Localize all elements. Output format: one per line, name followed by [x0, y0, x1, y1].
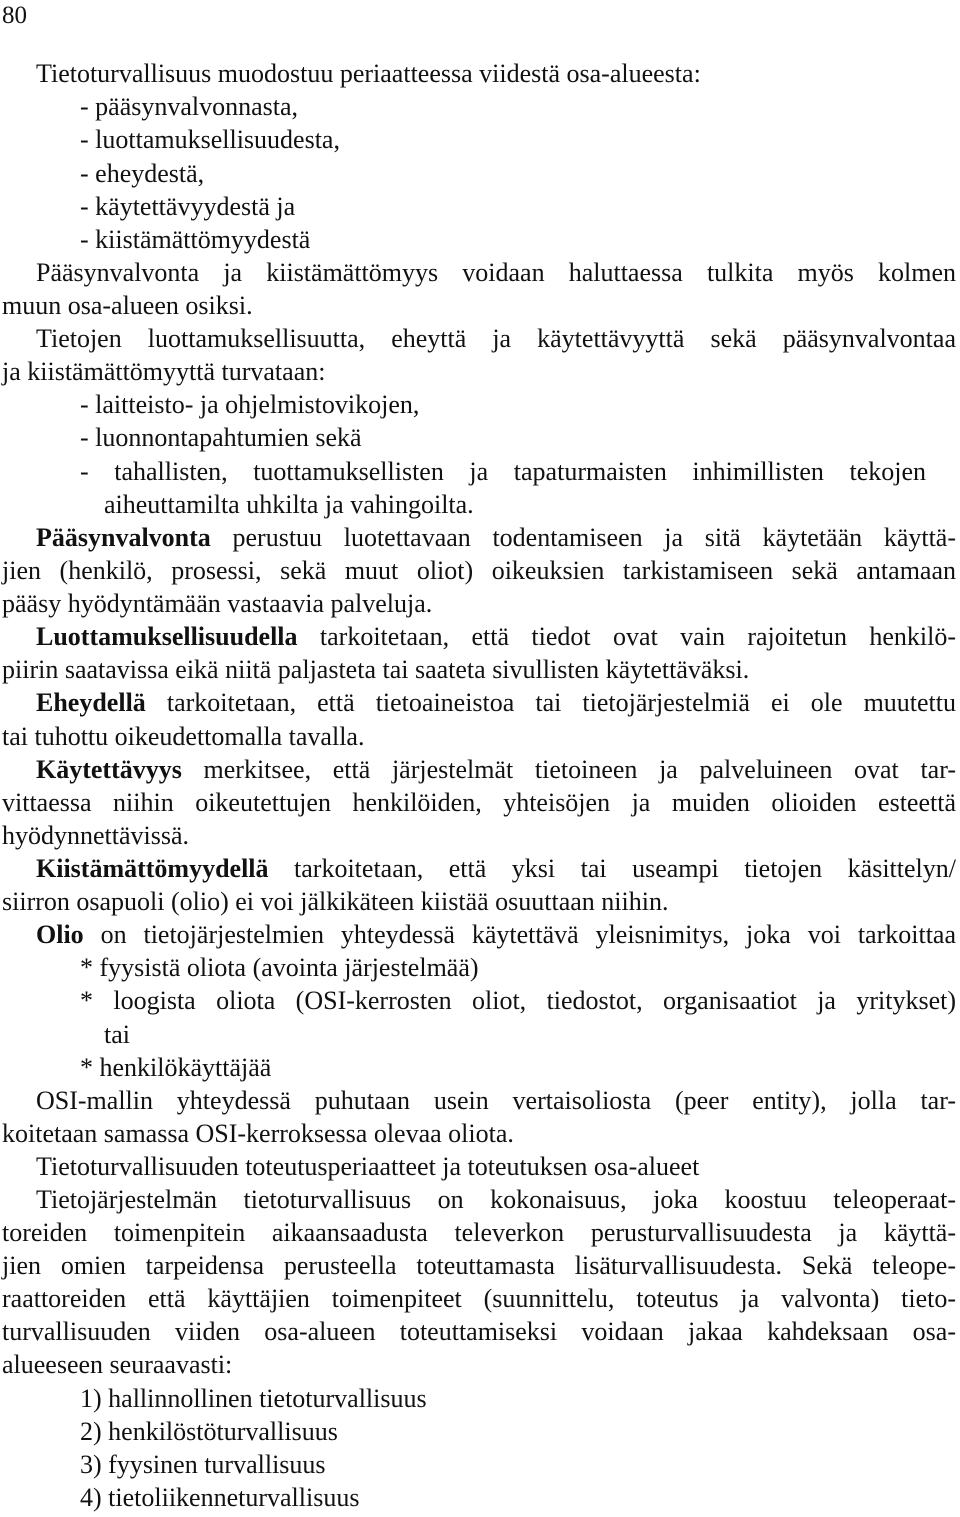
paragraph-line: hyödynnettävissä.: [2, 821, 190, 850]
term-kaytettavyys: Käytettävyys: [36, 755, 182, 784]
numbered-item: 2) henkilöstöturvallisuus: [80, 1417, 338, 1446]
list-item: - luonnontapahtumien sekä: [80, 423, 362, 452]
definition-line: [36, 918, 956, 951]
definition-text: tarkoitetaan, että tiedot ovat vain rajoitetun henkilö-: [319, 622, 956, 651]
paragraph-line: Tietojen luottamuksellisuutta, eheyttä ja käytettävyyttä sekä pääsynvalvontaa: [36, 324, 956, 353]
term-olio: Olio: [36, 920, 84, 949]
paragraph-line: raattoreiden että käyttäjien toimenpiteet (suunnittelu, toteutus ja valvonta) tieto-: [2, 1284, 956, 1313]
term-kiistamattomyydella: Kiistämättömyydellä: [36, 854, 269, 883]
term-paasynvalvonta: Pääsynvalvonta: [36, 523, 211, 552]
list-item: - luottamuksellisuudesta,: [80, 125, 340, 154]
list-item: - eheydestä,: [80, 159, 205, 188]
bullet-item-continuation: tai: [104, 1020, 130, 1049]
paragraph-line: Pääsynvalvonta ja kiistämättömyys voidaan haluttaessa tulkita myös kolmen: [36, 258, 956, 287]
list-item-continuation: aiheuttamilta uhkilta ja vahingoilta.: [104, 490, 474, 519]
list-item: - pääsynvalvonnasta,: [80, 92, 299, 121]
paragraph-line: jien omien tarpeidensa perusteella toteuttamasta lisäturvallisuudesta. Sekä teleope-: [2, 1251, 956, 1280]
page-number: 80: [2, 2, 27, 29]
numbered-item: 4) tietoliikenneturvallisuus: [80, 1483, 360, 1512]
term-eheydella: Eheydellä: [36, 688, 146, 717]
intro-line: Tietoturvallisuus muodostuu periaatteessa viidestä osa-alueesta:: [36, 59, 701, 88]
paragraph-line: ja kiistämättömyyttä turvataan:: [2, 357, 326, 386]
bullet-item: * loogista oliota (OSI-kerrosten oliot, tiedostot, organisaatiot ja yritykset): [80, 986, 956, 1015]
paragraph-line: alueeseen seuraavasti:: [2, 1350, 233, 1379]
paragraph-line: vittaessa niihin oikeutettujen henkilöiden, yhteisöjen ja muiden olioiden esteettä: [2, 788, 956, 817]
definition-line: [36, 852, 956, 885]
definition-line: [36, 521, 956, 554]
definition-text: perustuu luotettavaan todentamiseen ja sitä käytetään käyttä-: [232, 523, 957, 552]
definition-text: on tietojärjestelmien yhteydessä käytettävä yleisnimitys, joka voi tarkoittaa: [100, 920, 957, 949]
section-heading: Tietoturvallisuuden toteutusperiaatteet ja toteutuksen osa-alueet: [36, 1152, 700, 1181]
paragraph-line: koitetaan samassa OSI-kerroksessa olevaa oliota.: [2, 1119, 514, 1148]
numbered-item: 1) hallinnollinen tietoturvallisuus: [80, 1384, 427, 1413]
list-item: - kiistämättömyydestä: [80, 225, 311, 254]
term-luottamuksellisuudella: Luottamuksellisuudella: [36, 622, 298, 651]
bullet-item: * henkilökäyttäjää: [80, 1053, 272, 1082]
paragraph-line: tai tuhottu oikeudettomalla tavalla.: [2, 722, 365, 751]
definition-line: [36, 753, 956, 786]
definition-line: [36, 686, 956, 719]
paragraph-line: OSI-mallin yhteydessä puhutaan usein vertaisoliosta (peer entity), jolla tar-: [36, 1086, 956, 1115]
list-item: - käytettävyydestä ja: [80, 192, 296, 221]
definition-line: [36, 620, 956, 653]
definition-text: merkitsee, että järjestelmät tietoineen ja palveluineen ovat tar-: [203, 755, 956, 784]
paragraph-line: turvallisuuden viiden osa-alueen toteuttamiseksi voidaan jakaa kahdeksaan osa-: [2, 1317, 956, 1346]
paragraph-line: siirron osapuoli (olio) ei voi jälkikäteen kiistää osuuttaan niihin.: [2, 887, 669, 916]
bullet-item: * fyysistä oliota (avointa järjestelmää): [80, 953, 479, 982]
definition-text: tarkoitetaan, että tietoaineistoa tai tietojärjestelmiä ei ole muutettu: [166, 688, 956, 717]
paragraph-line: Tietojärjestelmän tietoturvallisuus on kokonaisuus, joka koostuu teleoperaat-: [36, 1185, 956, 1214]
paragraph-line: piirin saatavissa eikä niitä paljasteta tai saateta sivullisten käytettäväksi.: [2, 655, 750, 684]
list-item: - laitteisto- ja ohjelmistovikojen,: [80, 390, 420, 419]
paragraph-line: pääsy hyödyntämään vastaavia palveluja.: [2, 589, 433, 618]
definition-text: tarkoitetaan, että yksi tai useampi tietojen käsittelyn/: [294, 854, 956, 883]
list-item: - tahallisten, tuottamuksellisten ja tapaturmaisten inhimillisten tekojen: [80, 457, 926, 486]
numbered-item: 3) fyysinen turvallisuus: [80, 1450, 326, 1479]
paragraph-line: toreiden toimenpitein aikaansaadusta televerkon perusturvallisuudesta ja käyttä-: [2, 1218, 956, 1247]
paragraph-line: muun osa-alueen osiksi.: [2, 291, 253, 320]
paragraph-line: jien (henkilö, prosessi, sekä muut oliot) oikeuksien tarkistamiseen sekä antamaan: [2, 556, 956, 585]
